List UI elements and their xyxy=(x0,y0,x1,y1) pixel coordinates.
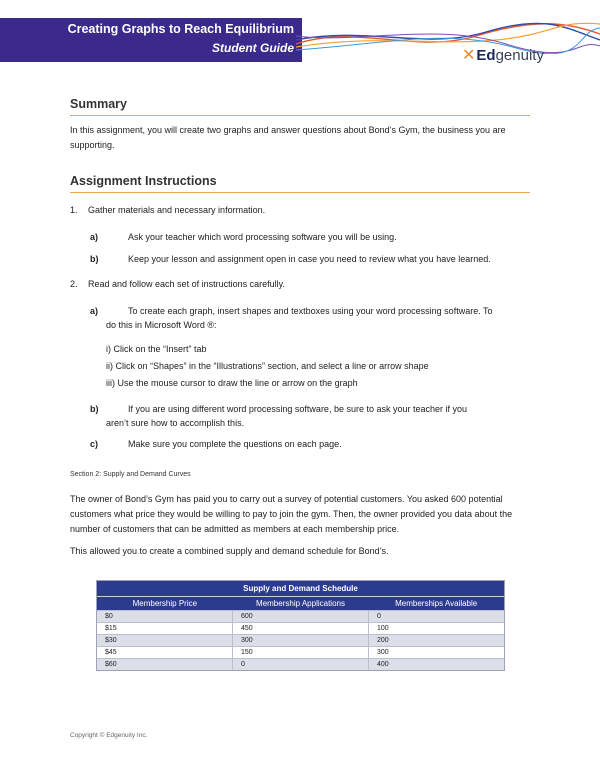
step1-text: Gather materials and necessary information. xyxy=(88,205,266,215)
step2-b-text-line2: aren’t sure how to accomplish this. xyxy=(106,418,245,428)
step2-a-text-line2: do this in Microsoft Word ®: xyxy=(106,320,217,330)
table-title: Supply and Demand Schedule xyxy=(97,581,504,597)
table-cell: 400 xyxy=(377,661,389,668)
step2-a-label: a) xyxy=(90,306,99,316)
supply-demand-table xyxy=(96,580,505,671)
table-cell: 450 xyxy=(233,623,369,634)
table-cell: 300 xyxy=(233,635,369,646)
column-header: Memberships Available xyxy=(395,599,478,608)
table-cell: $45 xyxy=(97,647,233,658)
table-cell: $0 xyxy=(97,611,233,622)
column-header: Membership Price xyxy=(132,599,198,608)
step1-b-label: b) xyxy=(90,254,99,264)
table-row xyxy=(97,634,504,646)
column-header: Membership Applications xyxy=(256,599,345,608)
step2-a-iii: iii) Use the mouse cursor to draw the line or arrow on the graph xyxy=(106,378,358,388)
step1-number: 1. xyxy=(70,205,78,215)
step2-b-label: b) xyxy=(90,404,99,414)
table-row xyxy=(97,658,504,670)
document-subtitle: Student Guide xyxy=(212,41,294,55)
step2-a-ii: ii) Click on “Shapes” in the “Illustrations” section, and select a line or arrow shape xyxy=(106,361,429,371)
table-cell: 300 xyxy=(377,649,389,656)
table-cell: 100 xyxy=(377,625,389,632)
step1-a-text: Ask your teacher which word processing software you will be using. xyxy=(128,232,397,242)
footer-copyright: Copyright © Edgenuity Inc. xyxy=(70,732,148,739)
decorative-waves xyxy=(296,14,600,54)
logo-x-icon: ✕ xyxy=(462,47,476,64)
step2-b-text-line1: If you are using different word processing software, be sure to ask your teacher if you xyxy=(128,404,468,414)
section2-heading: Section 2: Supply and Demand Curves xyxy=(70,471,191,478)
step2-number: 2. xyxy=(70,279,78,289)
table-cell: 0 xyxy=(233,659,369,670)
section2-paragraph-2: This allowed you to create a combined supply and demand schedule for Bond’s. xyxy=(70,546,389,556)
step1-a-label: a) xyxy=(90,232,99,242)
edgenuity-logo: ✕Edgenuity xyxy=(462,47,544,64)
instructions-heading: Assignment Instructions xyxy=(70,174,530,193)
step1-b-text: Keep your lesson and assignment open in case you need to review what you have learned. xyxy=(128,254,491,264)
step2-text: Read and follow each set of instructions carefully. xyxy=(88,279,285,289)
section2-paragraph-1: The owner of Bond’s Gym has paid you to carry out a survey of potential customers. You asked 600 potential customers what price they would be willing to pay to join the gym. Then, the owner provided you data about the number of customers that can be admitted as members at each membership price. xyxy=(70,494,513,534)
table-cell: $60 xyxy=(97,659,233,670)
table-row xyxy=(97,622,504,634)
summary-text: In this assignment, you will create two graphs and answer questions about Bond’s Gym, the business you are supporting. xyxy=(70,125,506,150)
table-row xyxy=(97,646,504,658)
header-banner xyxy=(0,18,302,62)
step2-c-label: c) xyxy=(90,439,99,449)
table-row xyxy=(97,610,504,622)
document-title: Creating Graphs to Reach Equilibrium xyxy=(67,22,294,36)
table-header-row xyxy=(97,597,504,610)
table-cell: 0 xyxy=(377,613,381,620)
table-cell: 600 xyxy=(233,611,369,622)
table-cell: 150 xyxy=(233,647,369,658)
step2-c-text: Make sure you complete the questions on each page. xyxy=(128,439,342,449)
step2-a-text-line1: To create each graph, insert shapes and textboxes using your word processing software. To xyxy=(128,306,493,316)
summary-heading: Summary xyxy=(70,97,530,116)
step2-a-i: i) Click on the “Insert” tab xyxy=(106,344,207,354)
table-cell: 200 xyxy=(377,637,389,644)
table-cell: $30 xyxy=(97,635,233,646)
table-cell: $15 xyxy=(97,623,233,634)
